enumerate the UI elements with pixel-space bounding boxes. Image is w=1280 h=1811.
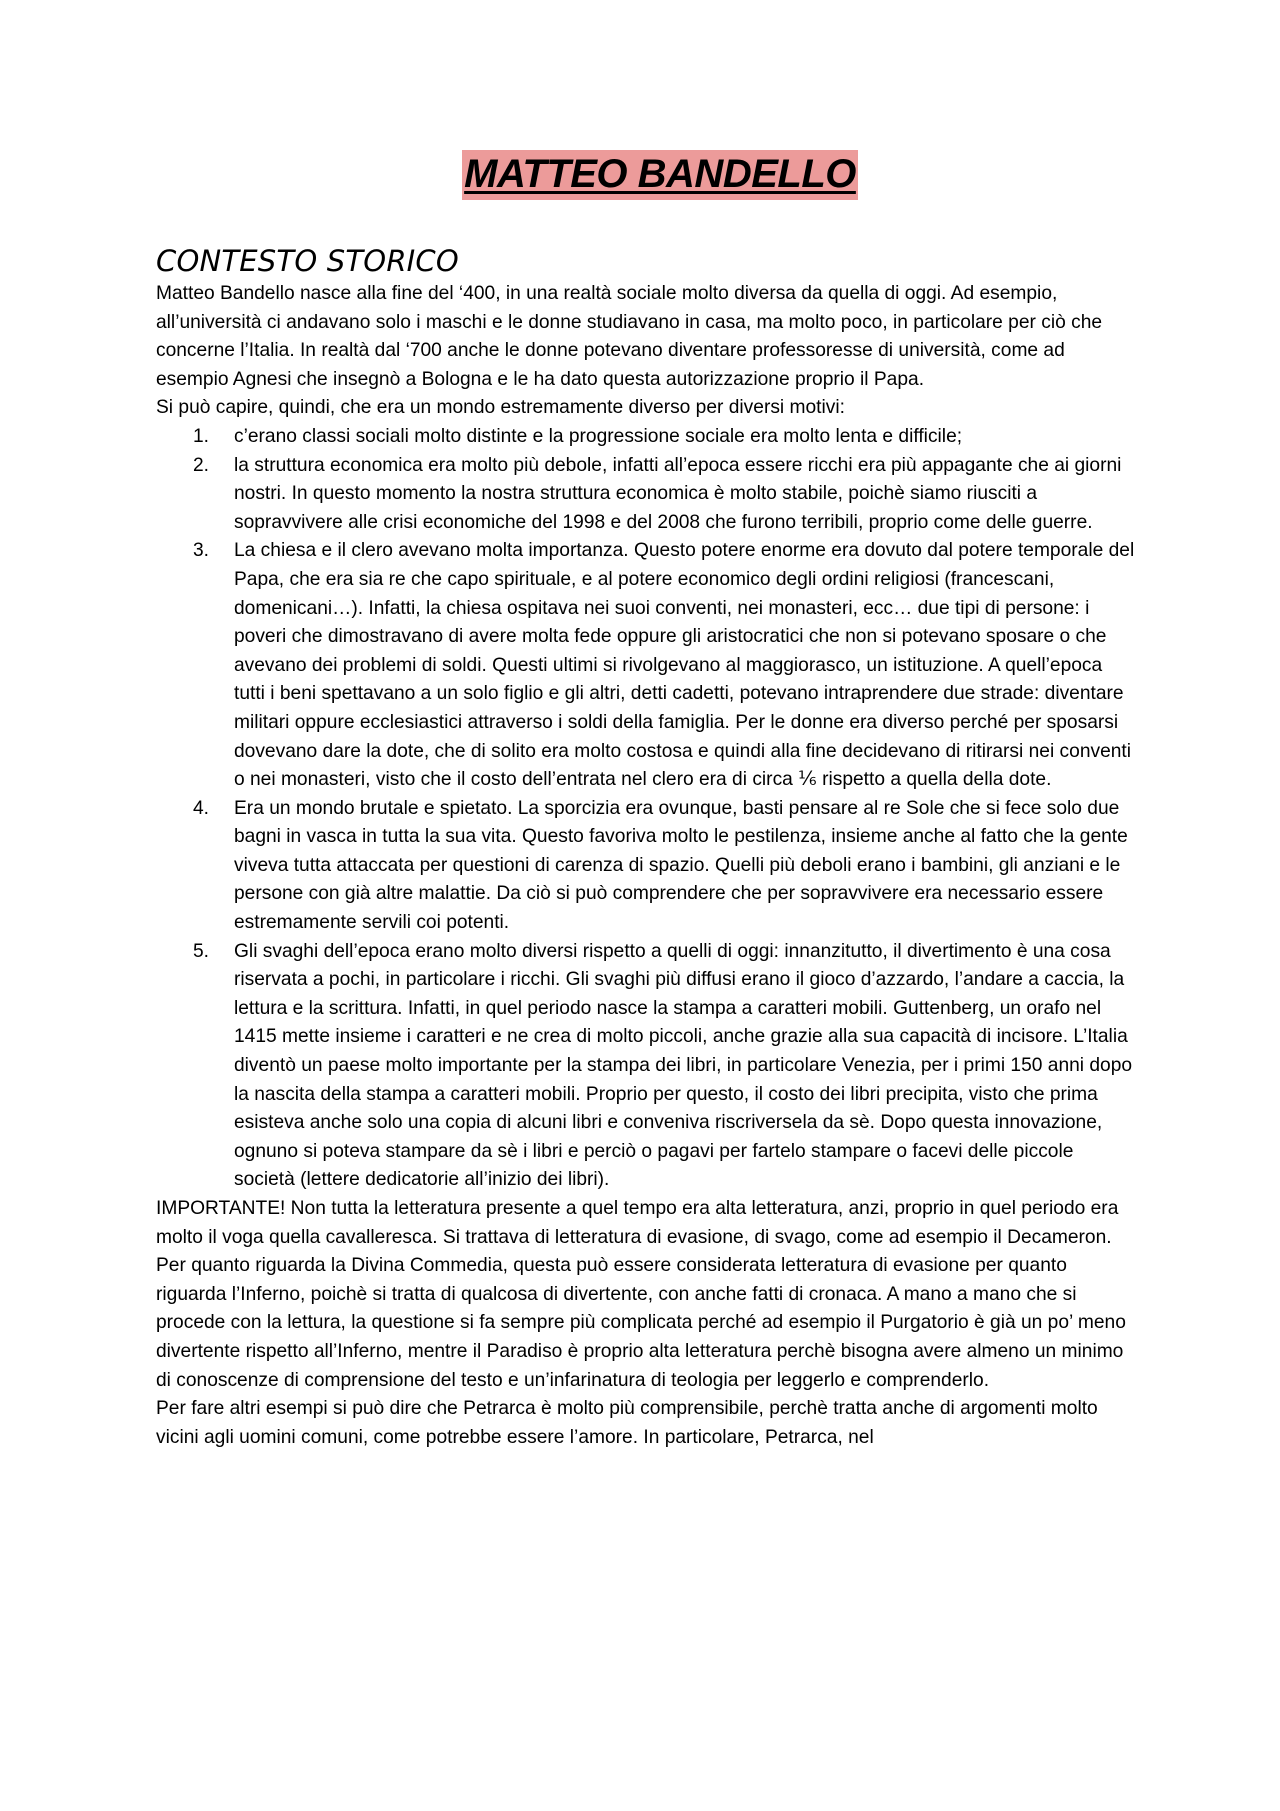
list-item: [156, 423, 1136, 452]
list-item-text: la struttura economica era molto più debole, infatti all’epoca essere ricchi era più appagante che ai giorni nostri. In questo momento la nostra struttura economica è molto stabile, poichè siamo riusciti a sopravvivere alle crisi economiche del 1998 e del 2008 che furono terribili, proprio come delle guerre.: [234, 454, 1122, 533]
intro-paragraph-1: Matteo Bandello nasce alla fine del ‘400, in una realtà sociale molto diversa da quella di oggi. Ad esempio, all’università ci andavano solo i maschi e le donne studiavano in casa, ma molto poco, in particolare per ciò che concerne l’Italia. In realtà dal ‘700 anche le donne potevano diventare professoresse di università, come ad esempio Agnesi che insegnò a Bologna e le ha dato questa autorizzazione proprio il Papa.: [156, 283, 1103, 390]
closing-paragraph-petrarca: Per fare altri esempi si può dire che Petrarca è molto più comprensibile, perchè tratta anche di argomenti molto vicini agli uomini comuni, come potrebbe essere l’amore. In particolare, Petrarca, nel: [156, 1398, 1098, 1448]
list-item: [156, 537, 1136, 794]
section-heading: CONTESTO STORICO: [156, 244, 459, 278]
document-body: [156, 280, 1136, 1452]
list-item-number: 5.: [193, 940, 210, 962]
list-item-text: Gli svaghi dell’epoca erano molto diversi rispetto a quelli di oggi: innanzitutto, il divertimento è una cosa riservata a pochi, in particolare i ricchi. Gli svaghi più diffusi erano il gioco d’azzardo, l’andare a caccia, la lettura e la scrittura. Infatti, in quel periodo nasce la stampa a caratteri mobili. Guttenberg, un orafo nel 1415 mette insieme i caratteri e ne crea di molto piccoli, anche grazie alla sua capacità di incisore. L’Italia diventò un paese molto importante per la stampa dei libri, in particolare Venezia, per i primi 150 anni dopo la nascita della stampa a caratteri mobili. Proprio per questo, il costo dei libri precipita, visto che prima esisteva anche solo una copia di alcuni libri e conveniva riscriversela da sè. Dopo questa innovazione, ognuno si poteva stampare da sè i libri e perciò o pagavi per fartelo stampare o facevi delle piccole società (lettere dedicatorie all’inizio dei libri).: [234, 940, 1133, 1191]
closing-paragraph-divina-commedia: Per quanto riguarda la Divina Commedia, questa può essere considerata letteratura di evasione per quanto riguarda l’Inferno, poichè si tratta di qualcosa di divertente, con anche fatti di cronaca. A mano a mano che si procede con la lettura, la questione si fa sempre più complicata perché ad esempio il Purgatorio è già un po’ meno divertente rispetto all’Inferno, mentre il Paradiso è proprio alta letteratura perchè bisogna avere almeno un minimo di conoscenze di comprensione del testo e un’infarinatura di teologia per leggerlo e comprenderlo.: [156, 1255, 1126, 1391]
closing-paragraph-important: IMPORTANTE! Non tutta la letteratura presente a quel tempo era alta letteratura, anzi, proprio in quel periodo era molto il voga quella cavalleresca. Si trattava di letteratura di evasione, di svago, come ad esempio il Decameron.: [156, 1198, 1119, 1248]
intro-paragraph-2: Si può capire, quindi, che era un mondo estremamente diverso per diversi motivi:: [156, 397, 845, 419]
list-item: [156, 452, 1136, 538]
list-item-text: Era un mondo brutale e spietato. La sporcizia era ovunque, basti pensare al re Sole che si fece solo due bagni in vasca in tutta la sua vita. Questo favoriva molto le pestilenza, insieme anche al fatto che la gente viveva tutta attaccata per questioni di carenza di spazio. Quelli più deboli erano i bambini, gli anziani e le persone con già altre malattie. Da ciò si può comprendere che per sopravvivere era necessario essere estremamente servili coi potenti.: [234, 797, 1128, 934]
list-item-text: c’erano classi sociali molto distinte e la progressione sociale era molto lenta e difficile;: [234, 425, 963, 447]
title-container: [156, 150, 1136, 212]
list-item-number: 1.: [193, 425, 210, 447]
numbered-list: [156, 423, 1136, 1195]
document-title: MATTEO BANDELLO: [462, 150, 858, 200]
list-item-number: 4.: [193, 797, 210, 819]
list-item-number: 2.: [193, 454, 210, 476]
document-page: [156, 150, 1136, 1452]
list-item: [156, 795, 1136, 938]
list-item-number: 3.: [193, 540, 210, 562]
list-item: [156, 938, 1136, 1195]
list-item-text: La chiesa e il clero avevano molta importanza. Questo potere enorme era dovuto dal potere temporale del Papa, che era sia re che capo spirituale, e al potere economico degli ordini religiosi (francescani, domenicani…). Infatti, la chiesa ospitava nei suoi conventi, nei monasteri, ecc… due tipi di persone: i poveri che dimostravano di avere molta fede oppure gli aristocratici che non si potevano sposare o che avevano dei problemi di soldi. Questi ultimi si rivolgevano al maggiorasco, un istituzione. A quell’epoca tutti i beni spettavano a un solo figlio e gli altri, detti cadetti, potevano intraprendere due strade: diventare militari oppure ecclesiastici attraverso i soldi della famiglia. Per le donne era diverso perché per sposarsi dovevano dare la dote, che di solito era molto costosa e quindi alla fine decidevano di ritirarsi nei conventi o nei monasteri, visto che il costo dell’entrata nel clero era di circa ⅙ rispetto a quella della dote.: [234, 540, 1135, 791]
